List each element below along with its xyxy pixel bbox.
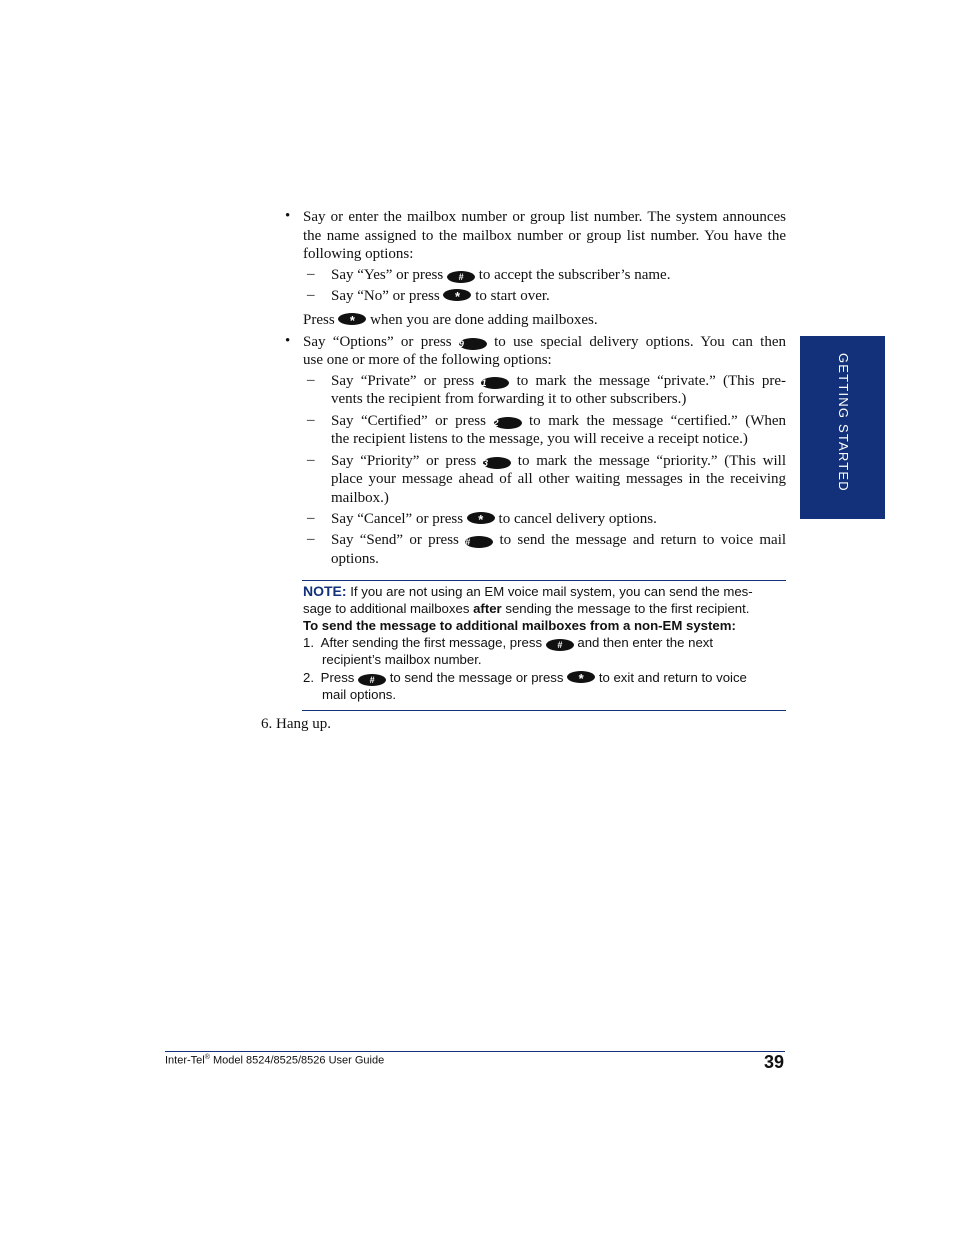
star-key-icon: *	[443, 289, 471, 301]
step-text: Hang up.	[276, 716, 331, 732]
note-heading: To send the message to additional mailboxes from a non-EM system:	[303, 618, 736, 633]
step-text: Press	[320, 670, 355, 685]
option-cancel-result: to cancel delivery options.	[498, 511, 657, 527]
step-number: 2.	[303, 670, 314, 685]
footer-brand: Inter-Tel	[165, 1054, 205, 1067]
option-certified	[331, 412, 786, 431]
registered-mark: ®	[204, 1054, 210, 1061]
option-priority-text: Say “Priority” or press	[331, 453, 477, 469]
dash-marker: –	[307, 287, 315, 303]
bullet-options-intro	[303, 333, 786, 352]
note-label: NOTE:	[303, 583, 347, 599]
dash-marker: –	[307, 412, 315, 428]
option-cancel	[331, 510, 657, 529]
option-private	[331, 372, 786, 391]
options-intro-text: Say “Options” or press	[303, 334, 452, 350]
option-priority	[331, 452, 786, 471]
note-step-1	[303, 634, 713, 651]
bullet-marker: •	[285, 208, 291, 224]
one-key-icon: 1	[481, 377, 509, 389]
option-priority-cont2: mailbox.)	[331, 490, 389, 506]
note-step-1-cont: recipient’s mailbox number.	[322, 652, 482, 667]
option-priority-result: to mark the message “priority.” (This will	[517, 453, 787, 469]
note-line-1	[303, 583, 753, 600]
step-number: 6.	[261, 716, 273, 732]
option-cancel-text: Say “Cancel” or press	[331, 511, 464, 527]
option-send-result: to send the message and return to voice mail	[499, 532, 787, 548]
option-yes-result: to accept the subscriber’s name.	[478, 267, 671, 283]
step-text: to send the message or press	[389, 670, 564, 685]
hash-key-icon: #	[465, 536, 493, 548]
note-text: If you are not using an EM voice mail system, you can send the mes-	[350, 584, 753, 599]
options-intro-result: to use special delivery options. You can then	[494, 334, 786, 350]
bullet-mailbox-entry	[303, 208, 786, 264]
note-text: sending the message to the first recipient.	[505, 601, 750, 616]
option-no	[331, 287, 550, 306]
star-key-icon: *	[467, 512, 495, 524]
hash-key-icon: #	[447, 271, 475, 283]
footer-title	[165, 1054, 384, 1067]
press-done-text: Press	[303, 312, 335, 328]
nine-key-icon: 9	[459, 338, 487, 350]
option-send-text: Say “Send” or press	[331, 532, 459, 548]
bullet-options-intro-cont: use one or more of the following options:	[303, 352, 552, 368]
note-step-2	[303, 669, 747, 686]
dash-marker: –	[307, 372, 315, 388]
three-key-icon: 3	[483, 457, 511, 469]
option-private-result: to mark the message “private.” (This pre-	[516, 373, 786, 389]
dash-marker: –	[307, 510, 315, 526]
star-key-icon: *	[338, 313, 366, 325]
bullet-mailbox-text: Say or enter the mailbox number or group list number. The system announces the name assigned to the mailbox number or group list number. You have the following options:	[303, 209, 786, 263]
press-done-result: when you are done adding mailboxes.	[370, 312, 598, 328]
two-key-icon: 2	[494, 417, 522, 429]
step-number: 1.	[303, 635, 314, 650]
dash-marker: –	[307, 531, 315, 547]
note-step-2-cont: mail options.	[322, 687, 397, 702]
press-done	[303, 311, 598, 330]
option-priority-cont: place your message ahead of all other waiting messages in the receiving	[331, 471, 786, 487]
option-certified-result: to mark the message “certified.” (When	[529, 413, 787, 429]
option-send-cont: options.	[331, 551, 379, 567]
dash-marker: –	[307, 452, 315, 468]
option-private-cont: vents the recipient from forwarding it to other subscribers.)	[331, 391, 687, 407]
step-6	[261, 715, 331, 734]
dash-marker: –	[307, 266, 315, 282]
note-line-2	[303, 600, 749, 617]
footer-guide-title: Model 8524/8525/8526 User Guide	[212, 1054, 385, 1067]
footer-rule	[165, 1051, 785, 1052]
option-send	[331, 531, 786, 550]
note-text: sage to additional mailboxes	[303, 601, 470, 616]
option-certified-cont: the recipient listens to the message, you will receive a receipt notice.)	[331, 431, 748, 447]
star-key-icon: *	[567, 671, 595, 683]
option-private-text: Say “Private” or press	[331, 373, 475, 389]
section-tab-label: GETTING STARTED	[836, 353, 851, 492]
option-yes	[331, 266, 670, 285]
option-no-result: to start over.	[475, 288, 550, 304]
step-text: and then enter the next	[577, 635, 714, 650]
option-yes-text: Say “Yes” or press	[331, 267, 444, 283]
step-text: After sending the first message, press	[320, 635, 543, 650]
option-certified-text: Say “Certified” or press	[331, 413, 486, 429]
bullet-marker: •	[285, 333, 291, 349]
step-text: to exit and return to voice	[598, 670, 747, 685]
note-emphasis: after	[473, 601, 502, 616]
option-no-text: Say “No” or press	[331, 288, 440, 304]
hash-key-icon: #	[546, 639, 574, 651]
page-number: 39	[763, 1052, 784, 1072]
hash-key-icon: #	[358, 674, 386, 686]
